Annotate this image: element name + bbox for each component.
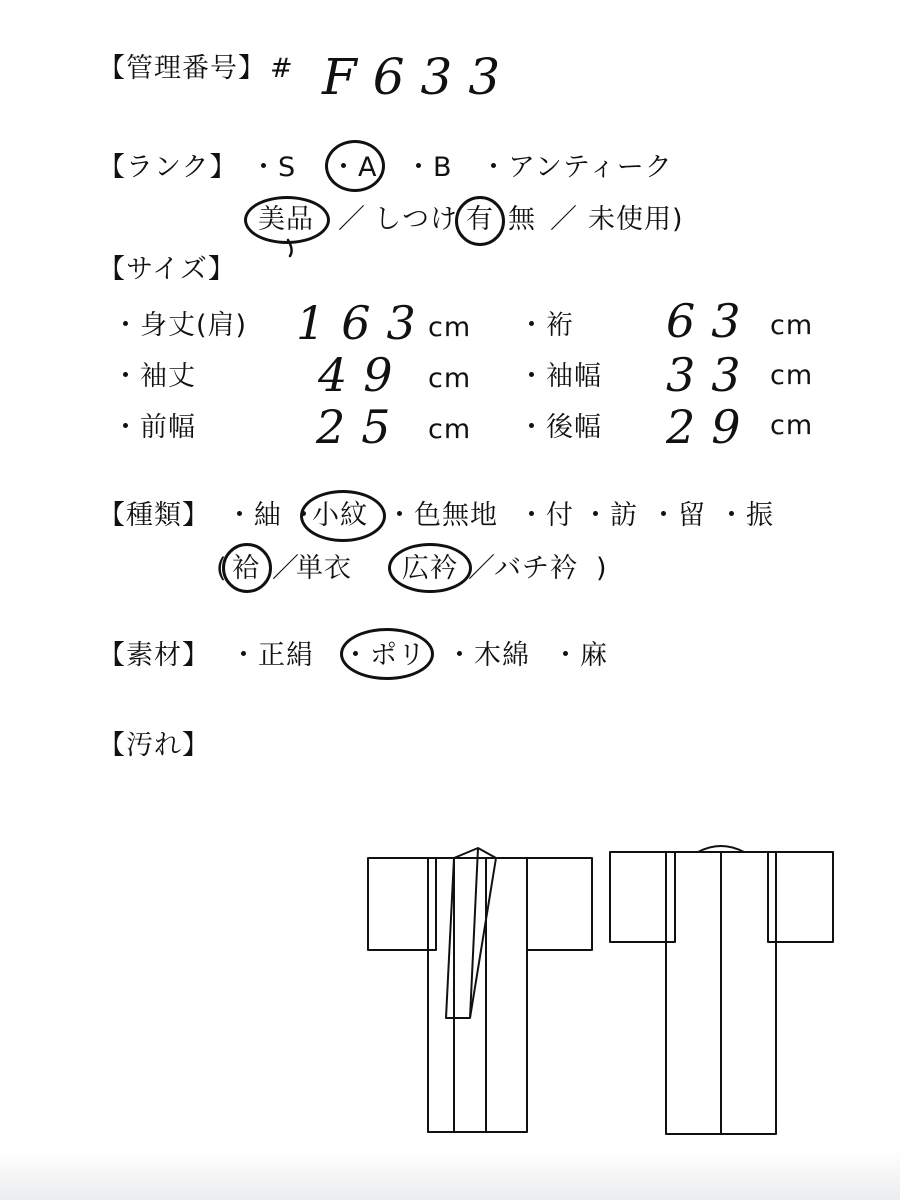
type-slash-2: ／ (468, 553, 496, 584)
rank-shitsuke: しつけ (374, 204, 458, 235)
material-asa: ・麻 (552, 640, 608, 671)
type-label: 【種類】 (98, 500, 210, 531)
rank-ari: 有 (466, 204, 494, 235)
rank-option-s: ・S (250, 152, 297, 183)
type-iromuji: ・色無地 (386, 500, 498, 531)
management-label: 【管理番号】 (98, 53, 266, 84)
rank-nashi: 無 (508, 204, 536, 235)
size-label: 【サイズ】 (98, 254, 236, 285)
material-shoken: ・正絹 (230, 640, 314, 671)
type-slash-1: ／ (272, 553, 300, 584)
size-mitake-value: 163 (296, 296, 432, 350)
kimono-back-icon (610, 846, 833, 1134)
hash-mark: # (270, 53, 294, 84)
size-ushirohaba-value: 29 (666, 400, 757, 454)
rank-option-antique: ・アンティーク (480, 152, 673, 183)
type-tsumugi: ・紬 (226, 500, 282, 531)
material-label: 【素材】 (98, 640, 210, 671)
material-poly: ・ポリ (342, 640, 426, 671)
type-homon: ・訪 (582, 500, 638, 531)
type-open-paren: ( (216, 553, 228, 584)
size-sodehaba-label: ・袖幅 (518, 361, 602, 392)
size-sodetake-value: 49 (318, 348, 409, 402)
size-sodehaba-value: 33 (666, 348, 757, 402)
type-komon: 小紋 (312, 500, 368, 531)
rank-option-a: ・A (330, 152, 378, 183)
size-ushirohaba-unit: cm (770, 410, 814, 441)
rank-slash-1: ／ (338, 204, 366, 235)
type-tsuke: ・付 (518, 500, 574, 531)
type-awase: 袷 (232, 553, 260, 584)
size-mitake-unit: cm (428, 312, 472, 343)
size-maehaba-label: ・前幅 (112, 412, 196, 443)
rank-option-b: ・B (405, 152, 453, 183)
size-mitake-label: ・身丈(肩) (112, 310, 248, 341)
size-ushirohaba-label: ・後幅 (518, 412, 602, 443)
kimono-front-icon (368, 848, 592, 1132)
size-sodetake-unit: cm (428, 363, 472, 394)
scan-bottom-shade (0, 1150, 900, 1200)
size-sodehaba-unit: cm (770, 360, 814, 391)
rank-unused: 未使用) (588, 204, 684, 235)
size-yuki-value: 63 (666, 294, 757, 348)
rank-label: 【ランク】 (98, 152, 238, 183)
rank-bihin: 美品 (258, 204, 314, 235)
type-hitoe: 単衣 (296, 553, 352, 584)
size-yuki-label: ・裄 (518, 310, 574, 341)
size-sodetake-label: ・袖丈 (112, 361, 196, 392)
rank-slash-2: ／ (550, 204, 578, 235)
type-close-paren: ) (596, 553, 608, 584)
size-yuki-unit: cm (770, 310, 814, 341)
management-number: F633 (322, 48, 517, 106)
type-dot: ・ (290, 500, 318, 531)
type-bachieri: バチ衿 (494, 553, 578, 584)
size-maehaba-value: 25 (316, 400, 407, 454)
size-maehaba-unit: cm (428, 414, 472, 445)
stain-label: 【汚れ】 (98, 730, 210, 761)
material-momen: ・木綿 (446, 640, 530, 671)
type-furi: ・振 (718, 500, 774, 531)
type-hiroeri: 広衿 (402, 553, 458, 584)
type-tome: ・留 (650, 500, 706, 531)
